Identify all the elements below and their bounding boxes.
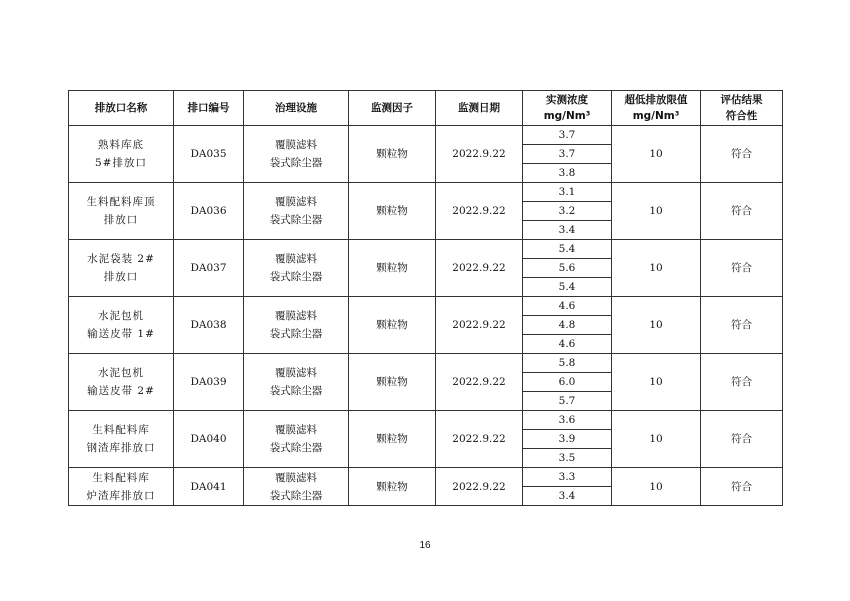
treatment-line1: 覆膜滤料 [275,310,317,322]
concentration-cell: 3.4 [523,487,612,506]
date-cell: 2022.9.22 [436,183,523,240]
table-row [69,354,783,373]
concentration-cell: 3.7 [523,126,612,145]
header-result-sub: 符合性 [725,110,758,122]
treatment-cell [244,297,349,354]
date-cell: 2022.9.22 [436,411,523,468]
concentration-cell: 4.8 [523,316,612,335]
header-concentration-unit: mg/Nm³ [543,110,591,122]
header-result-label: 评估结果 [720,94,763,106]
concentration-cell: 5.4 [523,278,612,297]
date-cell: 2022.9.22 [436,354,523,411]
outlet-name-line2: 炉渣库排放口 [86,489,156,502]
treatment-cell [244,126,349,183]
concentration-cell: 3.7 [523,145,612,164]
treatment-cell [244,354,349,411]
concentration-cell: 3.2 [523,202,612,221]
date-cell: 2022.9.22 [436,297,523,354]
limit-cell: 10 [612,411,701,468]
result-cell: 符合 [701,468,783,506]
outlet-name-line1: 水泥袋装 2# [87,253,155,265]
treatment-line2: 袋式除尘器 [269,489,323,502]
treatment-line1: 覆膜滤料 [275,253,317,265]
treatment-line2: 袋式除尘器 [269,214,323,226]
outlet-name-cell [69,183,174,240]
treatment-cell [244,411,349,468]
factor-cell: 颗粒物 [349,411,436,468]
concentration-cell: 6.0 [523,373,612,392]
treatment-cell [244,240,349,297]
treatment-line2: 袋式除尘器 [269,157,323,169]
header-result [701,91,783,126]
page-number: 16 [419,540,431,551]
result-cell: 符合 [701,354,783,411]
outlet-name-line2: 输送皮带 2# [87,385,155,397]
concentration-cell: 3.3 [523,468,612,487]
table-row [69,297,783,316]
header-limit-unit: mg/Nm³ [632,110,680,122]
result-cell: 符合 [701,297,783,354]
header-date: 监测日期 [436,91,523,126]
concentration-cell: 3.6 [523,411,612,430]
outlet-name-line1: 熟料库底 [98,139,144,151]
limit-cell: 10 [612,468,701,506]
outlet-name-cell [69,297,174,354]
treatment-line1: 覆膜滤料 [275,196,317,208]
limit-cell: 10 [612,126,701,183]
treatment-line2: 袋式除尘器 [269,442,323,454]
outlet-name-cell [69,240,174,297]
outlet-name-line2: 钢渣库排放口 [86,442,156,454]
outlet-name-line2: 排放口 [103,214,139,226]
table-row [69,411,783,430]
outlet-code-cell: DA035 [174,126,244,183]
outlet-code-cell: DA040 [174,411,244,468]
concentration-cell: 5.4 [523,240,612,259]
header-limit-label: 超低排放限值 [624,94,688,106]
date-cell: 2022.9.22 [436,126,523,183]
concentration-cell: 3.8 [523,164,612,183]
factor-cell: 颗粒物 [349,240,436,297]
outlet-name-line1: 水泥包机 [98,310,144,322]
outlet-name-line1: 生料配料库 [92,424,150,436]
header-outlet-name: 排放口名称 [69,91,174,126]
outlet-code-cell: DA039 [174,354,244,411]
concentration-cell: 4.6 [523,335,612,354]
treatment-line1: 覆膜滤料 [275,424,317,436]
concentration-cell: 5.7 [523,392,612,411]
factor-cell: 颗粒物 [349,297,436,354]
header-outlet-code: 排口编号 [174,91,244,126]
limit-cell: 10 [612,240,701,297]
treatment-line1: 覆膜滤料 [275,139,317,151]
result-cell: 符合 [701,126,783,183]
table-row [69,240,783,259]
header-factor: 监测因子 [349,91,436,126]
outlet-name-cell [69,411,174,468]
header-concentration [523,91,612,126]
treatment-line2: 袋式除尘器 [269,328,323,340]
outlet-name-line2: 排放口 [103,271,139,283]
treatment-line1: 覆膜滤料 [275,471,317,484]
date-cell: 2022.9.22 [436,468,523,506]
treatment-cell [244,183,349,240]
factor-cell: 颗粒物 [349,354,436,411]
outlet-name-line2: 5#排放口 [95,157,147,169]
result-cell: 符合 [701,240,783,297]
treatment-cell [244,468,349,506]
concentration-cell: 3.5 [523,449,612,468]
concentration-cell: 3.9 [523,430,612,449]
treatment-line1: 覆膜滤料 [275,367,317,379]
outlet-code-cell: DA036 [174,183,244,240]
concentration-cell: 5.8 [523,354,612,373]
outlet-name-cell [69,354,174,411]
factor-cell: 颗粒物 [349,468,436,506]
factor-cell: 颗粒物 [349,126,436,183]
limit-cell: 10 [612,183,701,240]
outlet-name-line1: 生料配料库 [92,471,150,484]
table-row [69,183,783,202]
outlet-name-line2: 输送皮带 1# [87,328,155,340]
limit-cell: 10 [612,297,701,354]
header-treatment: 治理设施 [244,91,349,126]
outlet-code-cell: DA041 [174,468,244,506]
table-header-row [69,91,783,126]
concentration-cell: 4.6 [523,297,612,316]
result-cell: 符合 [701,411,783,468]
concentration-cell: 3.4 [523,221,612,240]
concentration-cell: 3.1 [523,183,612,202]
outlet-name-line1: 生料配料库顶 [86,196,156,208]
limit-cell: 10 [612,354,701,411]
concentration-cell: 5.6 [523,259,612,278]
table-row [69,468,783,487]
emission-monitoring-table [68,90,783,506]
outlet-name-cell [69,126,174,183]
header-concentration-label: 实测浓度 [546,94,588,106]
table-row [69,126,783,145]
treatment-line2: 袋式除尘器 [269,385,323,397]
outlet-code-cell: DA038 [174,297,244,354]
outlet-name-cell [69,468,174,506]
treatment-line2: 袋式除尘器 [269,271,323,283]
outlet-code-cell: DA037 [174,240,244,297]
result-cell: 符合 [701,183,783,240]
header-limit [612,91,701,126]
date-cell: 2022.9.22 [436,240,523,297]
outlet-name-line1: 水泥包机 [98,367,144,379]
factor-cell: 颗粒物 [349,183,436,240]
